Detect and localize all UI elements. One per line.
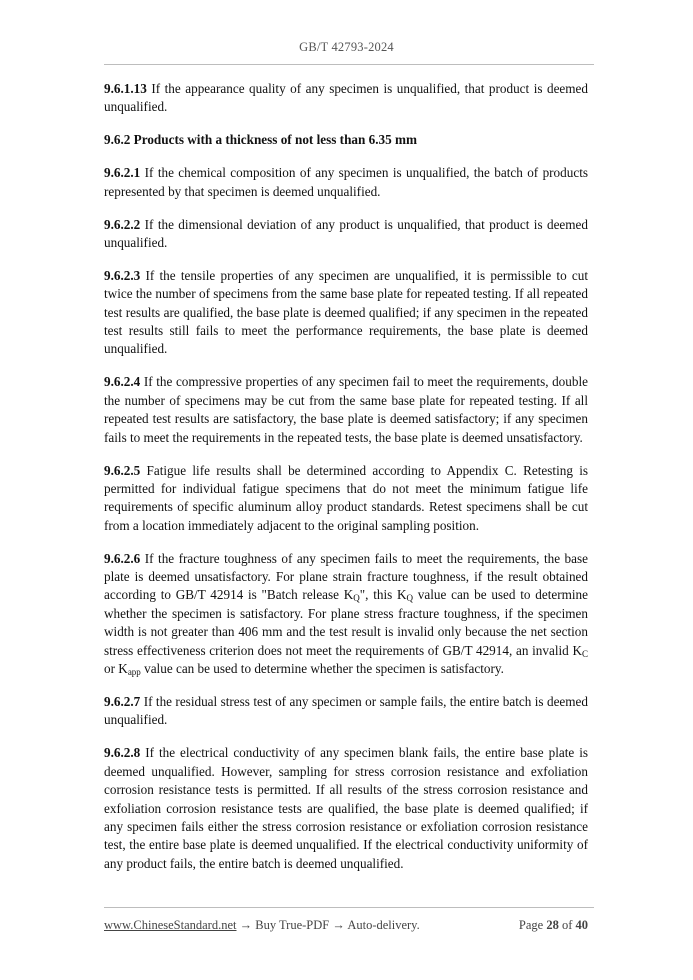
subscript: C — [581, 648, 588, 659]
clause-number: 9.6.2.4 — [104, 374, 141, 390]
arrow-icon: → — [329, 918, 348, 932]
clause-9-6-2-3 — [104, 267, 588, 359]
clause-9-6-2-1 — [104, 164, 588, 201]
subscript: Q — [353, 593, 360, 604]
of-label: of — [558, 918, 576, 932]
clause-number: 9.6.2.2 — [104, 216, 141, 232]
clause-text: Fatigue life results shall be determined according to Appendix C. Retesting is permitted for individual fatigue specimens that do not meet the minimum fatigue life requirements of specific aluminum alloy product standards. Retest specimens shall be cut from a location immediately adjacent to the original sampling position. — [104, 462, 588, 533]
clause-text: If the fracture toughness of any specimen fails to meet the requirements, the base plate is deemed unsatisfactory. For plane strain fracture toughness, if the result obtained according to GB/T 42914 is "Batch release K — [104, 550, 588, 603]
clause-number: 9.6.2.7 — [104, 693, 141, 709]
page-total: 40 — [575, 918, 588, 932]
clause-9-6-2-6 — [104, 550, 588, 679]
clause-9-6-1-13 — [104, 80, 588, 117]
subscript: app — [127, 667, 141, 678]
clause-9-6-2-2 — [104, 216, 588, 253]
arrow-icon: → — [236, 918, 256, 932]
document-body — [104, 80, 588, 888]
page-number: 28 — [546, 918, 559, 932]
clause-text: or K — [104, 661, 128, 677]
document-id-header: GB/T 42793-2024 — [299, 40, 394, 54]
header-rule — [104, 64, 594, 65]
clause-text: If the chemical composition of any specimen is unqualified, the batch of products represented by that specimen is deemed unqualified. — [104, 165, 588, 199]
clause-text: ", this K — [359, 587, 407, 603]
buy-pdf-link[interactable]: Buy True-PDF — [255, 918, 330, 932]
clause-text: If the dimensional deviation of any product is unqualified, that product is deemed unqualified. — [104, 216, 588, 250]
website-link[interactable]: www.ChineseStandard.net — [104, 918, 237, 932]
clause-number: 9.6.2.5 — [104, 462, 141, 478]
subscript: Q — [406, 593, 414, 604]
page-label: Page — [518, 918, 547, 932]
clause-number: 9.6.2.8 — [104, 745, 141, 761]
section-heading-text: 9.6.2 Products with a thickness of not less than 6.35 mm — [104, 132, 417, 148]
clause-text: If the electrical conductivity of any specimen blank fails, the entire base plate is deemed unqualified. However, sampling for stress corrosion resistance and exfoliation corrosion resistance tests is permitted. If all results of the stress corrosion resistance and exfoliation corrosion resistance tests are qualified, the base plate is deemed qualified; if any specimen fails either the stress corrosion resistance or exfoliation corrosion resistance test, the entire base plate is deemed unqualified. If the electrical conductivity uniformity of any product fails, the entire batch is deemed unqualified. — [104, 745, 588, 871]
footer-links — [104, 918, 420, 933]
auto-delivery-text: Auto-delivery. — [347, 918, 420, 932]
clause-9-6-2-8 — [104, 744, 588, 873]
clause-number: 9.6.2.3 — [104, 267, 141, 283]
clause-text: If the appearance quality of any specimen is unqualified, that product is deemed unqualified. — [104, 81, 588, 115]
clause-text: If the compressive properties of any specimen fail to meet the requirements, double the number of specimens may be cut from the same base plate for repeated testing. If all repeated test results are satisfactory, the base plate is deemed satisfactory; if any specimen fails to meet the requirements in the repeated tests, the base plate is deemed unsatisfactory. — [104, 374, 588, 445]
page-counter — [519, 918, 588, 933]
clause-number: 9.6.2.1 — [104, 165, 141, 181]
clause-number: 9.6.2.6 — [104, 550, 141, 566]
clause-9-6-2-5 — [104, 462, 588, 536]
clause-text: If the tensile properties of any specimen are unqualified, it is permissible to cut twice the number of specimens from the same base plate for repeated testing. If all repeated test results are qualified, the base plate is deemed qualified; if any specimen in the repeated test results still fails to meet the performance requirements, the base plate is deemed unqualified. — [104, 267, 588, 357]
clause-text: value can be used to determine whether the specimen is satisfactory. — [140, 661, 504, 677]
footer-rule — [104, 907, 594, 908]
clause-number: 9.6.1.13 — [104, 81, 147, 96]
clause-9-6-2-4 — [104, 373, 588, 447]
clause-text: If the residual stress test of any specimen or sample fails, the entire batch is deemed unqualified. — [104, 693, 588, 728]
clause-text: value can be used to determine whether the specimen is satisfactory. For plane stress fracture toughness, if the specimen width is not greater than 406 mm and the test result is invalid only because the net section stress effectiveness criterion does not meet the requirements of GB/T 42914, an invalid K — [104, 587, 588, 658]
clause-9-6-2-7 — [104, 693, 588, 730]
section-heading-9-6-2 — [104, 131, 588, 149]
